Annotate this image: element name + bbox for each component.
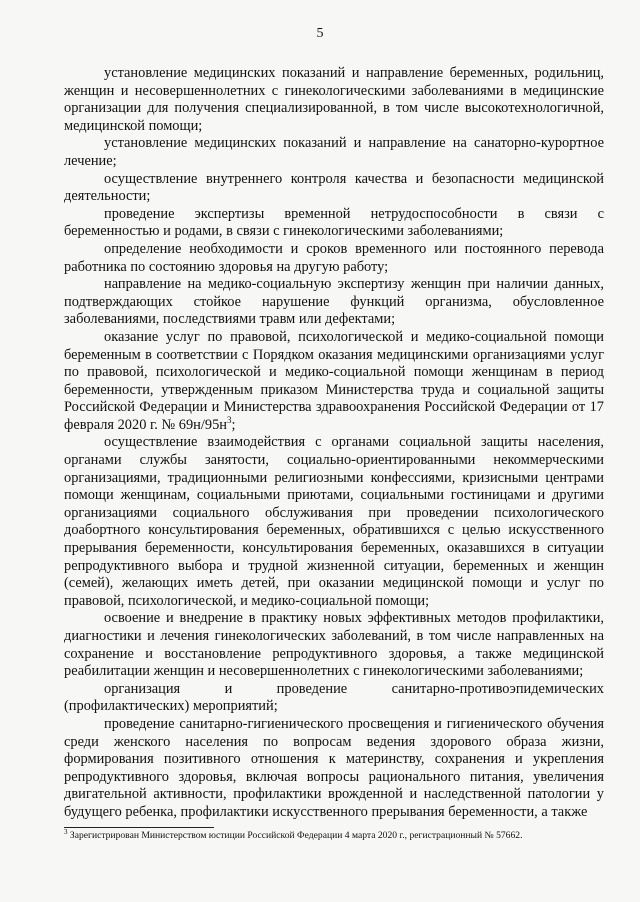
paragraph-4: проведение экспертизы временной нетрудоспособности в связи с беременностью и родами, в связи с гинекологическими заболеваниями; <box>64 205 604 240</box>
footnote-text: Зарегистрирован Министерством юстиции Российской Федерации 4 марта 2020 г., регистрационный № 57662. <box>67 830 523 841</box>
paragraph-6: направление на медико-социальную экспертизу женщин при наличии данных, подтверждающих стойкое нарушение функций организма, обусловленное заболеваниями, последствиями травм или дефектами; <box>64 276 604 328</box>
paragraph-2: установление медицинских показаний и направление на санаторно-курортное лечение; <box>64 135 604 169</box>
paragraph-7-end: ; <box>231 416 236 433</box>
footnote-divider <box>64 827 214 828</box>
paragraph-9: освоение и внедрение в практику новых эффективных методов профилактики, диагностики и лечения гинекологических заболеваний, в том числе направленных на сохранение и восстановление репродуктивного здоровья, а также медицинской реабилитации женщин и несовершеннолетних с гинекологическими заболеваниями; <box>64 610 604 680</box>
paragraph-3: осуществление внутреннего контроля качества и безопасности медицинской деятельности; <box>64 170 604 205</box>
paragraph-8: осуществление взаимодействия с органами социальной защиты населения, органами службы занятости, социально-ориентированными некоммерческими организациями, традиционными религиозными конфессиями, кризисными центрами помощи женщинам, социальными приютами, социальными гостиницами и другими организациями социального обслуживания при проведении психологического доабортного консультирования беременных, обратившихся с целью искусственного прерывания беременности, консультирования беременных, оказавшихся в ситуации репродуктивного выбора и трудной жизненной ситуации, беременных и женщин (семей), желающих иметь детей, при оказании медицинской помощи и услуг по правовой, психологической, и медико-социальной помощи; <box>64 434 604 609</box>
footnote-reference[interactable]: 3 <box>226 415 232 426</box>
footnote <box>64 827 604 842</box>
paragraph-5: определение необходимости и сроков временного или постоянного перевода работника по состоянию здоровья на другую работу; <box>64 240 604 275</box>
paragraph-1: установление медицинских показаний и направление беременных, родильниц, женщин и несовершеннолетних с гинекологическими заболеваниями в медицинские организации для получения специализированной, в том числе высокотехнологичной, медицинской помощи; <box>64 65 604 134</box>
paragraph-11: проведение санитарно-гигиенического просвещения и гигиенического обучения среди женского населения по вопросам ведения здорового образа жизни, формирования позитивного отношения к материнству, сохранения и укрепления репродуктивного здоровья, включая вопросы рационального питания, увеличения двигательной активности, профилактики врожденной и наследственной патологии у будущего ребенка, профилактики искусственного прерывания беременности, а также <box>64 715 604 820</box>
paragraph-7-text: оказание услуг по правовой, психологической и медико-социальной помощи беременным в соответствии с Порядком оказания медицинскими организациями услуг по правовой, психологической и медико-социальной помощи женщинам в период беременности, утвержденным приказом Министерства труда и социальной защиты Российской Федерации и Министерства здравоохранения Российской Федерации от 17 февраля 2020 г. № 69н/95н <box>64 328 604 433</box>
paragraph-7 <box>64 329 604 435</box>
footnote-marker: 3 <box>64 827 68 836</box>
paragraph-10: организация и проведение санитарно-противоэпидемических (профилактических) мероприятий; <box>64 680 604 715</box>
page-number: 5 <box>316 26 324 41</box>
body-text <box>64 65 604 822</box>
